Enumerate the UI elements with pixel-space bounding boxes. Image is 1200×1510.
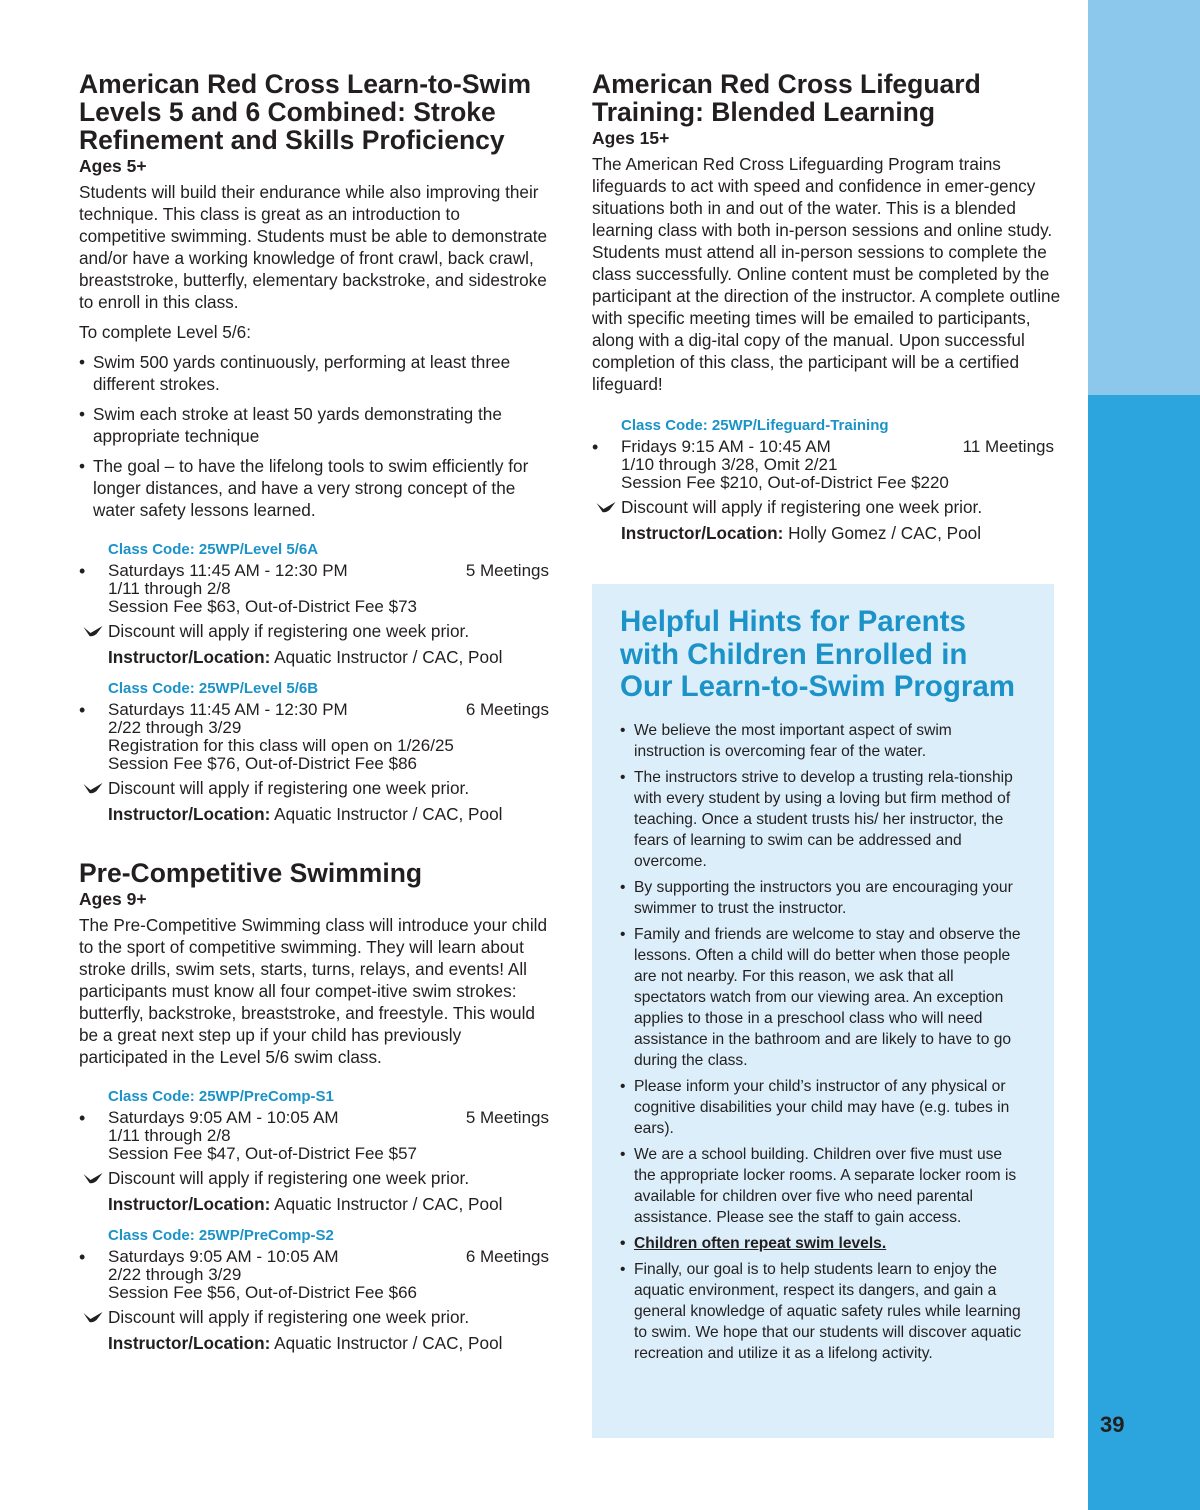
schedule — [592, 438, 1062, 492]
bullet-icon: • — [79, 456, 86, 476]
instructor-location: Instructor/Location: Holly Gomez / CAC, Pool — [621, 523, 982, 543]
schedule-time: Saturdays 11:45 AM - 12:30 PM — [108, 700, 348, 719]
instructor-location: Instructor/Location: Aquatic Instructor / CAC, Pool — [108, 647, 503, 667]
course-title: American Red Cross Lifeguard Training: Blended Learning — [592, 69, 981, 127]
bullet-icon: • — [620, 1234, 626, 1252]
list-item: • The goal – to have the lifelong tools to swim efficiently for longer distances, and have a very strong concept of the water safety lessons learned. — [79, 456, 529, 520]
page-number: 39 — [1100, 1412, 1125, 1437]
list-item: • We are a school building. Children over five must use the appropriate locker rooms. A separate locker room is available for children over five who need parental assistance. Please see the staff to gain access. — [620, 1145, 1017, 1226]
session-block — [79, 1227, 549, 1354]
list-item: • We believe the most important aspect of swim instruction is overcoming fear of the water. — [620, 721, 952, 760]
complete-intro: To complete Level 5/6: — [79, 322, 251, 342]
list-item: • Swim each stroke at least 50 yards demonstrating the appropriate technique — [79, 404, 502, 446]
course-description: The Pre-Competitive Swimming class will introduce your child to the sport of competitive swimming. They will learn about stroke drills, swim sets, starts, turns, relays, and events! All participants must know all four compet-itive swim strokes: butterfly, backstroke, breaststroke, and freestyle. This would be a great next step up if your child has previously participated in the Level 5/6 swim class. — [79, 915, 548, 1067]
course-lifeguard-training — [592, 70, 1062, 544]
registration-note: Registration for this class will open on 1/26/25 — [108, 736, 454, 755]
schedule-dates: 1/11 through 2/8 — [108, 579, 231, 598]
meeting-count: 6 Meetings — [465, 700, 549, 719]
course-learn-to-swim-5-6 — [79, 70, 549, 825]
course-pre-competitive — [79, 859, 549, 1354]
session-fees: Session Fee $76, Out-of-District Fee $86 — [108, 754, 417, 773]
bullet-icon: • — [620, 878, 626, 896]
course-description: Students will build their endurance while also improving their technique. This class is great as an introduction to competitive swimming. Students must be able to demonstrate and/or have a working knowledge of front crawl, back crawl, breaststroke, butterfly, elementary backstroke, and sidestroke to enroll in this class. — [79, 182, 548, 312]
class-code: Class Code: 25WP/PreComp-S1 — [108, 1088, 334, 1105]
schedule-dates: 1/11 through 2/8 — [108, 1126, 231, 1145]
schedule-dates: 1/10 through 3/28, Omit 2/21 — [621, 455, 838, 474]
session-block — [79, 541, 549, 668]
course-title: Pre-Competitive Swimming — [79, 858, 423, 888]
bullet-icon: • — [79, 1108, 86, 1128]
session-fees: Session Fee $210, Out-of-District Fee $220 — [621, 473, 949, 492]
schedule — [79, 1109, 549, 1163]
class-code: Class Code: 25WP/PreComp-S2 — [108, 1227, 334, 1244]
schedule-dates: 2/22 through 3/29 — [108, 718, 242, 737]
session-fees: Session Fee $47, Out-of-District Fee $57 — [108, 1144, 417, 1163]
bullet-icon: • — [79, 561, 86, 581]
course-ages: Ages 9+ — [79, 889, 147, 909]
session-fees: Session Fee $63, Out-of-District Fee $73 — [108, 597, 417, 616]
instructor-location: Instructor/Location: Aquatic Instructor / CAC, Pool — [108, 1333, 503, 1353]
schedule — [79, 701, 549, 773]
helpful-hints-box — [592, 584, 1054, 1438]
list-item: • Please inform your child’s instructor of any physical or cognitive disabilities your child may have (e.g. tubes in ears). — [620, 1077, 1010, 1137]
bullet-icon: • — [79, 1247, 86, 1267]
instructor-location: Instructor/Location: Aquatic Instructor / CAC, Pool — [108, 804, 503, 824]
list-item: • Family and friends are welcome to stay and observe the lessons. Often a child will do better when those people are not nearby. For this reason, we ask that all spectators watch from our viewing area. An exception applies to those in a preschool class who will need assistance in the bathroom and are likely to have to go during the class. — [620, 925, 1021, 1069]
left-column — [79, 70, 549, 1354]
schedule — [79, 1248, 549, 1302]
session-block — [592, 417, 1062, 544]
class-code: Class Code: 25WP/Lifeguard-Training — [621, 417, 889, 434]
bullet-icon: • — [620, 768, 626, 786]
side-color-band — [1088, 0, 1200, 1510]
schedule-time: Saturdays 9:05 AM - 10:05 AM — [108, 1108, 339, 1127]
schedule-time: Fridays 9:15 AM - 10:45 AM — [621, 437, 831, 456]
hand-pointing-icon — [79, 624, 108, 638]
class-code: Class Code: 25WP/Level 5/6B — [108, 680, 319, 697]
bullet-icon: • — [620, 1260, 626, 1278]
course-ages: Ages 5+ — [79, 156, 147, 176]
session-fees: Session Fee $56, Out-of-District Fee $66 — [108, 1283, 417, 1302]
bullet-icon: • — [620, 721, 626, 739]
bullet-icon: • — [620, 925, 626, 943]
list-item: • Swim 500 yards continuously, performing at least three different strokes. — [79, 352, 511, 394]
bullet-icon: • — [592, 437, 599, 457]
bullet-icon: • — [620, 1145, 626, 1163]
meeting-count: 11 Meetings — [962, 437, 1054, 456]
hand-pointing-icon — [79, 781, 108, 795]
bullet-icon: • — [620, 1077, 626, 1095]
session-block — [79, 680, 549, 825]
list-item: • Finally, our goal is to help students learn to enjoy the aquatic environment, respect its dangers, and gain a general knowledge of aquatic safety rules while learning to swim. We hope that our students will discover aquatic recreation and utilize it as a lifelong activity. — [620, 1260, 1022, 1362]
hand-pointing-icon — [592, 500, 621, 514]
requirements-list — [79, 351, 549, 521]
course-title: American Red Cross Learn-to-Swim Levels 5 and 6 Combined: Stroke Refinement and Skills Proficiency — [79, 69, 532, 155]
schedule-dates: 2/22 through 3/29 — [108, 1265, 242, 1284]
schedule-time: Saturdays 9:05 AM - 10:05 AM — [108, 1247, 339, 1266]
course-ages: Ages 15+ — [592, 128, 670, 148]
class-code: Class Code: 25WP/Level 5/6A — [108, 541, 319, 558]
bullet-icon: • — [79, 352, 86, 372]
right-column — [592, 70, 1062, 544]
bullet-icon: • — [79, 404, 86, 424]
list-item: • The instructors strive to develop a trusting rela-tionship with every student by using a loving but firm method of teaching. Once a student trusts his/ her instructor, the fears of learning to swim can be addressed and overcome. — [620, 768, 1013, 870]
hand-pointing-icon — [79, 1310, 108, 1324]
bullet-icon: • — [79, 700, 86, 720]
discount-note: Discount will apply if registering one week prior. — [79, 1306, 549, 1328]
schedule-time: Saturdays 11:45 AM - 12:30 PM — [108, 561, 348, 580]
hand-pointing-icon — [79, 1171, 108, 1185]
discount-note: Discount will apply if registering one week prior. — [79, 620, 549, 642]
meeting-count: 6 Meetings — [465, 1247, 549, 1266]
discount-note: Discount will apply if registering one week prior. — [79, 777, 549, 799]
list-item-emphasis: • Children often repeat swim levels. — [620, 1234, 887, 1252]
instructor-location: Instructor/Location: Aquatic Instructor / CAC, Pool — [108, 1194, 503, 1214]
list-item: • By supporting the instructors you are encouraging your swimmer to trust the instructor. — [620, 878, 1013, 917]
hints-title: Helpful Hints for Parents with Children Enrolled in Our Learn-to-Swim Program — [620, 605, 1016, 703]
meeting-count: 5 Meetings — [465, 1108, 549, 1127]
discount-note: Discount will apply if registering one week prior. — [79, 1167, 549, 1189]
course-description: The American Red Cross Lifeguarding Program trains lifeguards to act with speed and confidence in emer-gency situations both in and out of the water. This is a blended learning class with both in-person sessions and online study. Students must attend all in-person sessions to complete the class successfully. Online content must be completed by the participant at the direction of the instructor. A complete outline with specific meeting times will be emailed to participants, along with a dig-ital copy of the manual. Upon successful completion of this class, the participant will be a certified lifeguard! — [592, 154, 1061, 394]
schedule — [79, 562, 549, 616]
discount-note: Discount will apply if registering one week prior. — [592, 496, 1062, 518]
meeting-count: 5 Meetings — [465, 561, 549, 580]
session-block — [79, 1088, 549, 1215]
hints-list — [620, 720, 1026, 1364]
